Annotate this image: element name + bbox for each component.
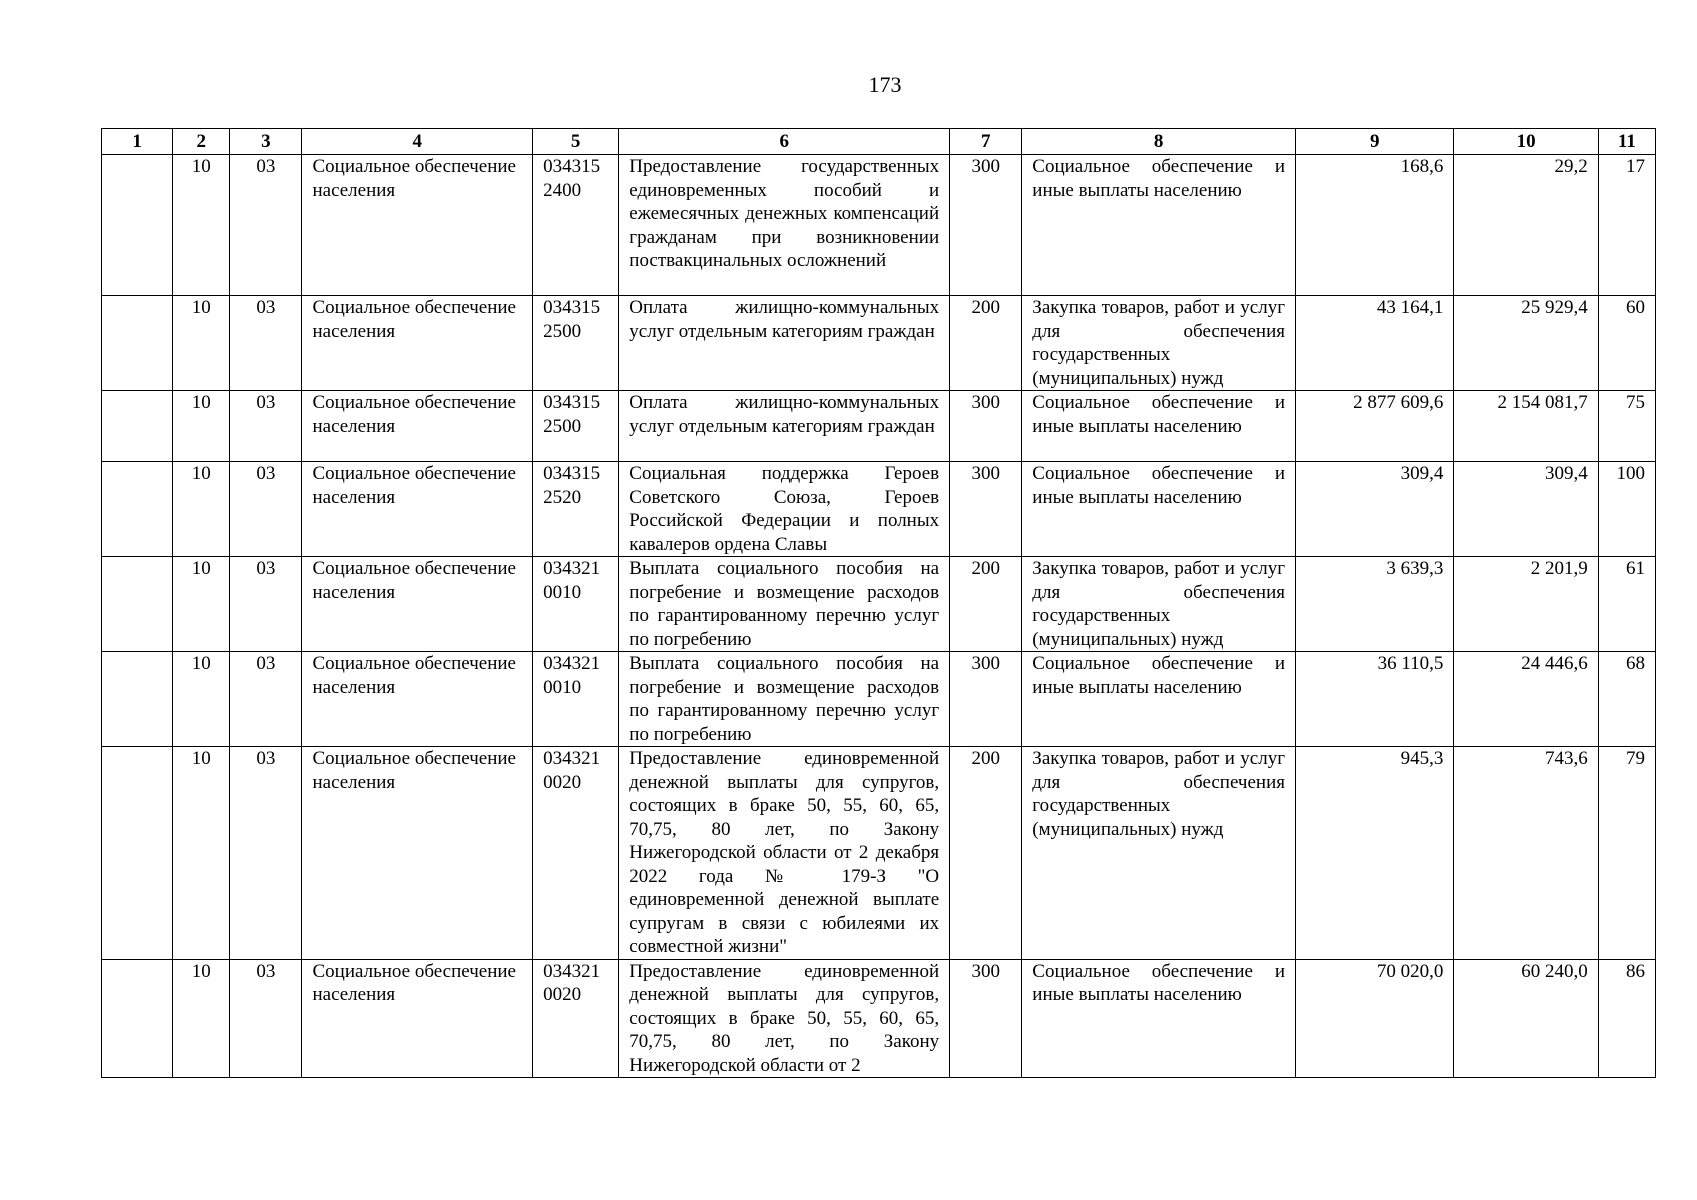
execution-percent-cell: 100 xyxy=(1598,462,1655,557)
table-row xyxy=(102,155,1656,296)
target-article-cell: 034315 2520 xyxy=(533,462,619,557)
subsection-code-cell: 03 xyxy=(230,462,302,557)
subsection-code-cell: 03 xyxy=(230,747,302,960)
expense-type-code-cell: 200 xyxy=(950,557,1022,652)
table-row xyxy=(102,557,1656,652)
table-row xyxy=(102,959,1656,1078)
header-cell: 4 xyxy=(302,129,533,155)
header-cell: 5 xyxy=(533,129,619,155)
execution-percent-cell: 61 xyxy=(1598,557,1655,652)
section-code-cell: 10 xyxy=(173,557,230,652)
expense-type-name-cell: Социальное обеспечение и иные выплаты населению xyxy=(1022,155,1296,296)
section-code-cell: 10 xyxy=(173,155,230,296)
article-name-cell: Предоставление государственных единовременных пособий и ежемесячных денежных компенсаций гражданам при возникновении поствакцинальных осложнений xyxy=(619,155,950,296)
header-row xyxy=(102,129,1656,155)
header-cell: 3 xyxy=(230,129,302,155)
section-name-cell: Социальное обеспечение населения xyxy=(302,462,533,557)
expense-type-name-cell: Социальное обеспечение и иные выплаты населению xyxy=(1022,391,1296,462)
target-article-cell: 034321 0020 xyxy=(533,959,619,1078)
row-number-cell xyxy=(102,652,173,747)
subsection-code-cell: 03 xyxy=(230,155,302,296)
section-name-cell: Социальное обеспечение населения xyxy=(302,557,533,652)
execution-percent-cell: 17 xyxy=(1598,155,1655,296)
expense-type-code-cell: 300 xyxy=(950,155,1022,296)
section-code-cell: 10 xyxy=(173,959,230,1078)
section-name-cell: Социальное обеспечение населения xyxy=(302,747,533,960)
article-name-cell: Предоставление единовременной денежной выплаты для супругов, состоящих в браке 50, 55, 60, 65, 70,75, 80 лет, по Закону Нижегородской области от 2 декабря 2022 года № 179-З "О единовременной денежной выплате супругам в связи с юбилеями их совместной жизни" xyxy=(619,747,950,960)
planned-amount-cell: 168,6 xyxy=(1296,155,1454,296)
expense-type-name-cell: Закупка товаров, работ и услуг для обеспечения государственных (муниципальных) нужд xyxy=(1022,557,1296,652)
executed-amount-cell: 309,4 xyxy=(1454,462,1598,557)
target-article-cell: 034321 0010 xyxy=(533,652,619,747)
executed-amount-cell: 2 201,9 xyxy=(1454,557,1598,652)
executed-amount-cell: 60 240,0 xyxy=(1454,959,1598,1078)
target-article-cell: 034321 0010 xyxy=(533,557,619,652)
executed-amount-cell: 24 446,6 xyxy=(1454,652,1598,747)
section-name-cell: Социальное обеспечение населения xyxy=(302,959,533,1078)
article-name-cell: Выплата социального пособия на погребение и возмещение расходов по гарантированному перечню услуг по погребению xyxy=(619,652,950,747)
planned-amount-cell: 36 110,5 xyxy=(1296,652,1454,747)
execution-percent-cell: 68 xyxy=(1598,652,1655,747)
row-number-cell xyxy=(102,557,173,652)
section-name-cell: Социальное обеспечение населения xyxy=(302,155,533,296)
article-name-cell: Предоставление единовременной денежной выплаты для супругов, состоящих в браке 50, 55, 60, 65, 70,75, 80 лет, по Закону Нижегородской области от 2 xyxy=(619,959,950,1078)
section-name-cell: Социальное обеспечение населения xyxy=(302,391,533,462)
header-cell: 7 xyxy=(950,129,1022,155)
header-cell: 10 xyxy=(1454,129,1598,155)
executed-amount-cell: 2 154 081,7 xyxy=(1454,391,1598,462)
article-name-cell: Оплата жилищно-коммунальных услуг отдельным категориям граждан xyxy=(619,391,950,462)
target-article-cell: 034315 2500 xyxy=(533,391,619,462)
article-name-cell: Оплата жилищно-коммунальных услуг отдельным категориям граждан xyxy=(619,296,950,391)
row-number-cell xyxy=(102,959,173,1078)
subsection-code-cell: 03 xyxy=(230,296,302,391)
article-name-cell: Выплата социального пособия на погребение и возмещение расходов по гарантированному перечню услуг по погребению xyxy=(619,557,950,652)
section-code-cell: 10 xyxy=(173,391,230,462)
subsection-code-cell: 03 xyxy=(230,557,302,652)
executed-amount-cell: 25 929,4 xyxy=(1454,296,1598,391)
expense-type-code-cell: 300 xyxy=(950,391,1022,462)
section-name-cell: Социальное обеспечение населения xyxy=(302,652,533,747)
table-row xyxy=(102,391,1656,462)
expense-type-name-cell: Закупка товаров, работ и услуг для обеспечения государственных (муниципальных) нужд xyxy=(1022,747,1296,960)
row-number-cell xyxy=(102,155,173,296)
subsection-code-cell: 03 xyxy=(230,652,302,747)
section-code-cell: 10 xyxy=(173,747,230,960)
execution-percent-cell: 60 xyxy=(1598,296,1655,391)
row-number-cell xyxy=(102,747,173,960)
expense-type-name-cell: Социальное обеспечение и иные выплаты населению xyxy=(1022,462,1296,557)
expense-type-code-cell: 200 xyxy=(950,747,1022,960)
budget-table xyxy=(101,128,1656,1078)
row-number-cell xyxy=(102,462,173,557)
subsection-code-cell: 03 xyxy=(230,391,302,462)
expense-type-code-cell: 300 xyxy=(950,652,1022,747)
header-cell: 9 xyxy=(1296,129,1454,155)
target-article-cell: 034315 2500 xyxy=(533,296,619,391)
expense-type-name-cell: Закупка товаров, работ и услуг для обеспечения государственных (муниципальных) нужд xyxy=(1022,296,1296,391)
page-number: 173 xyxy=(868,72,902,97)
expense-type-code-cell: 200 xyxy=(950,296,1022,391)
header-cell: 2 xyxy=(173,129,230,155)
header-cell: 11 xyxy=(1598,129,1655,155)
table-row xyxy=(102,462,1656,557)
execution-percent-cell: 86 xyxy=(1598,959,1655,1078)
planned-amount-cell: 945,3 xyxy=(1296,747,1454,960)
section-code-cell: 10 xyxy=(173,296,230,391)
header-cell: 6 xyxy=(619,129,950,155)
section-name-cell: Социальное обеспечение населения xyxy=(302,296,533,391)
execution-percent-cell: 79 xyxy=(1598,747,1655,960)
executed-amount-cell: 29,2 xyxy=(1454,155,1598,296)
table-row xyxy=(102,747,1656,960)
planned-amount-cell: 43 164,1 xyxy=(1296,296,1454,391)
target-article-cell: 034321 0020 xyxy=(533,747,619,960)
executed-amount-cell: 743,6 xyxy=(1454,747,1598,960)
article-name-cell: Социальная поддержка Героев Советского Союза, Героев Российской Федерации и полных кавалеров ордена Славы xyxy=(619,462,950,557)
target-article-cell: 034315 2400 xyxy=(533,155,619,296)
planned-amount-cell: 70 020,0 xyxy=(1296,959,1454,1078)
expense-type-code-cell: 300 xyxy=(950,959,1022,1078)
expense-type-name-cell: Социальное обеспечение и иные выплаты населению xyxy=(1022,652,1296,747)
subsection-code-cell: 03 xyxy=(230,959,302,1078)
table-row xyxy=(102,296,1656,391)
row-number-cell xyxy=(102,296,173,391)
planned-amount-cell: 2 877 609,6 xyxy=(1296,391,1454,462)
planned-amount-cell: 309,4 xyxy=(1296,462,1454,557)
execution-percent-cell: 75 xyxy=(1598,391,1655,462)
table-row xyxy=(102,652,1656,747)
section-code-cell: 10 xyxy=(173,462,230,557)
header-cell: 8 xyxy=(1022,129,1296,155)
planned-amount-cell: 3 639,3 xyxy=(1296,557,1454,652)
row-number-cell xyxy=(102,391,173,462)
header-cell: 1 xyxy=(102,129,173,155)
section-code-cell: 10 xyxy=(173,652,230,747)
expense-type-code-cell: 300 xyxy=(950,462,1022,557)
expense-type-name-cell: Социальное обеспечение и иные выплаты населению xyxy=(1022,959,1296,1078)
